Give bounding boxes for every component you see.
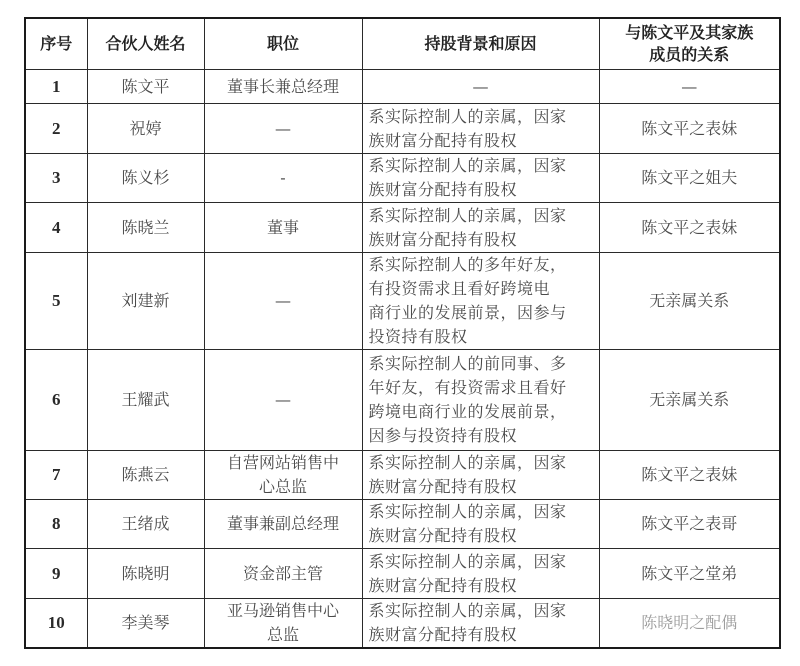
cell-reason: 系实际控制人的亲属，因家 族财富分配持有股权 <box>362 500 599 549</box>
cell-name: 陈晓明 <box>87 549 204 599</box>
cell-relation: 陈文平之表妹 <box>599 203 780 253</box>
cell-reason: 系实际控制人的多年好友， 有投资需求且看好跨境电 商行业的发展前景，因参与 投资持有股权 <box>362 253 599 350</box>
cell-position: — <box>204 253 362 350</box>
cell-relation: 陈文平之表哥 <box>599 500 780 549</box>
cell-name: 陈文平 <box>87 70 204 104</box>
cell-relation: 陈文平之姐夫 <box>599 154 780 203</box>
cell-no: 2 <box>25 104 87 154</box>
header-holding-reason: 持股背景和原因 <box>362 18 599 70</box>
table-row <box>25 500 780 549</box>
table-row <box>25 154 780 203</box>
table-row <box>25 549 780 599</box>
cell-relation: 陈文平之表妹 <box>599 104 780 154</box>
cell-position: 董事长兼总经理 <box>204 70 362 104</box>
cell-position: 董事 <box>204 203 362 253</box>
cell-name: 陈晓兰 <box>87 203 204 253</box>
cell-position: 董事兼副总经理 <box>204 500 362 549</box>
cell-relation: 陈文平之堂弟 <box>599 549 780 599</box>
header-relationship: 与陈文平及其家族 成员的关系 <box>599 18 780 70</box>
watermark-fragment <box>781 617 787 631</box>
cell-relation: 陈晓明之配偶 <box>599 599 780 649</box>
table-row <box>25 70 780 104</box>
cell-name: 王耀武 <box>87 350 204 451</box>
cell-name: 王绪成 <box>87 500 204 549</box>
cell-position: 资金部主管 <box>204 549 362 599</box>
cell-reason: 系实际控制人的亲属，因家 族财富分配持有股权 <box>362 599 599 649</box>
table-row <box>25 350 780 451</box>
cell-relation: 陈文平之表妹 <box>599 451 780 500</box>
cell-position: — <box>204 104 362 154</box>
table-row <box>25 203 780 253</box>
cell-no: 9 <box>25 549 87 599</box>
table-row <box>25 599 780 649</box>
cell-position: — <box>204 350 362 451</box>
cell-no: 3 <box>25 154 87 203</box>
cell-relation: — <box>599 70 780 104</box>
cell-no: 5 <box>25 253 87 350</box>
cell-no: 8 <box>25 500 87 549</box>
cell-reason: — <box>362 70 599 104</box>
cell-position: 自营网站销售中 心总监 <box>204 451 362 500</box>
table-row <box>25 451 780 500</box>
cell-no: 1 <box>25 70 87 104</box>
cell-reason: 系实际控制人的亲属，因家 族财富分配持有股权 <box>362 104 599 154</box>
cell-reason: 系实际控制人的亲属，因家 族财富分配持有股权 <box>362 203 599 253</box>
header-partner-name: 合伙人姓名 <box>87 18 204 70</box>
cell-reason: 系实际控制人的亲属，因家 族财富分配持有股权 <box>362 154 599 203</box>
cell-reason: 系实际控制人的亲属，因家 族财富分配持有股权 <box>362 451 599 500</box>
cell-name: 陈燕云 <box>87 451 204 500</box>
partner-table <box>24 17 781 649</box>
cell-no: 10 <box>25 599 87 649</box>
cell-relation: 无亲属关系 <box>599 253 780 350</box>
cell-reason: 系实际控制人的前同事、多 年好友，有投资需求且看好 跨境电商行业的发展前景， 因参与投资持有股权 <box>362 350 599 451</box>
header-position: 职位 <box>204 18 362 70</box>
header-serial-no: 序号 <box>25 18 87 70</box>
cell-name: 陈义杉 <box>87 154 204 203</box>
table-row <box>25 104 780 154</box>
cell-name: 刘建新 <box>87 253 204 350</box>
cell-no: 4 <box>25 203 87 253</box>
cell-name: 李美琴 <box>87 599 204 649</box>
table-row <box>25 253 780 350</box>
table-header-row <box>25 18 780 70</box>
cell-position: 亚马逊销售中心 总监 <box>204 599 362 649</box>
cell-position: - <box>204 154 362 203</box>
cell-name: 祝婷 <box>87 104 204 154</box>
cell-relation: 无亲属关系 <box>599 350 780 451</box>
cell-no: 7 <box>25 451 87 500</box>
cell-no: 6 <box>25 350 87 451</box>
cell-reason: 系实际控制人的亲属，因家 族财富分配持有股权 <box>362 549 599 599</box>
